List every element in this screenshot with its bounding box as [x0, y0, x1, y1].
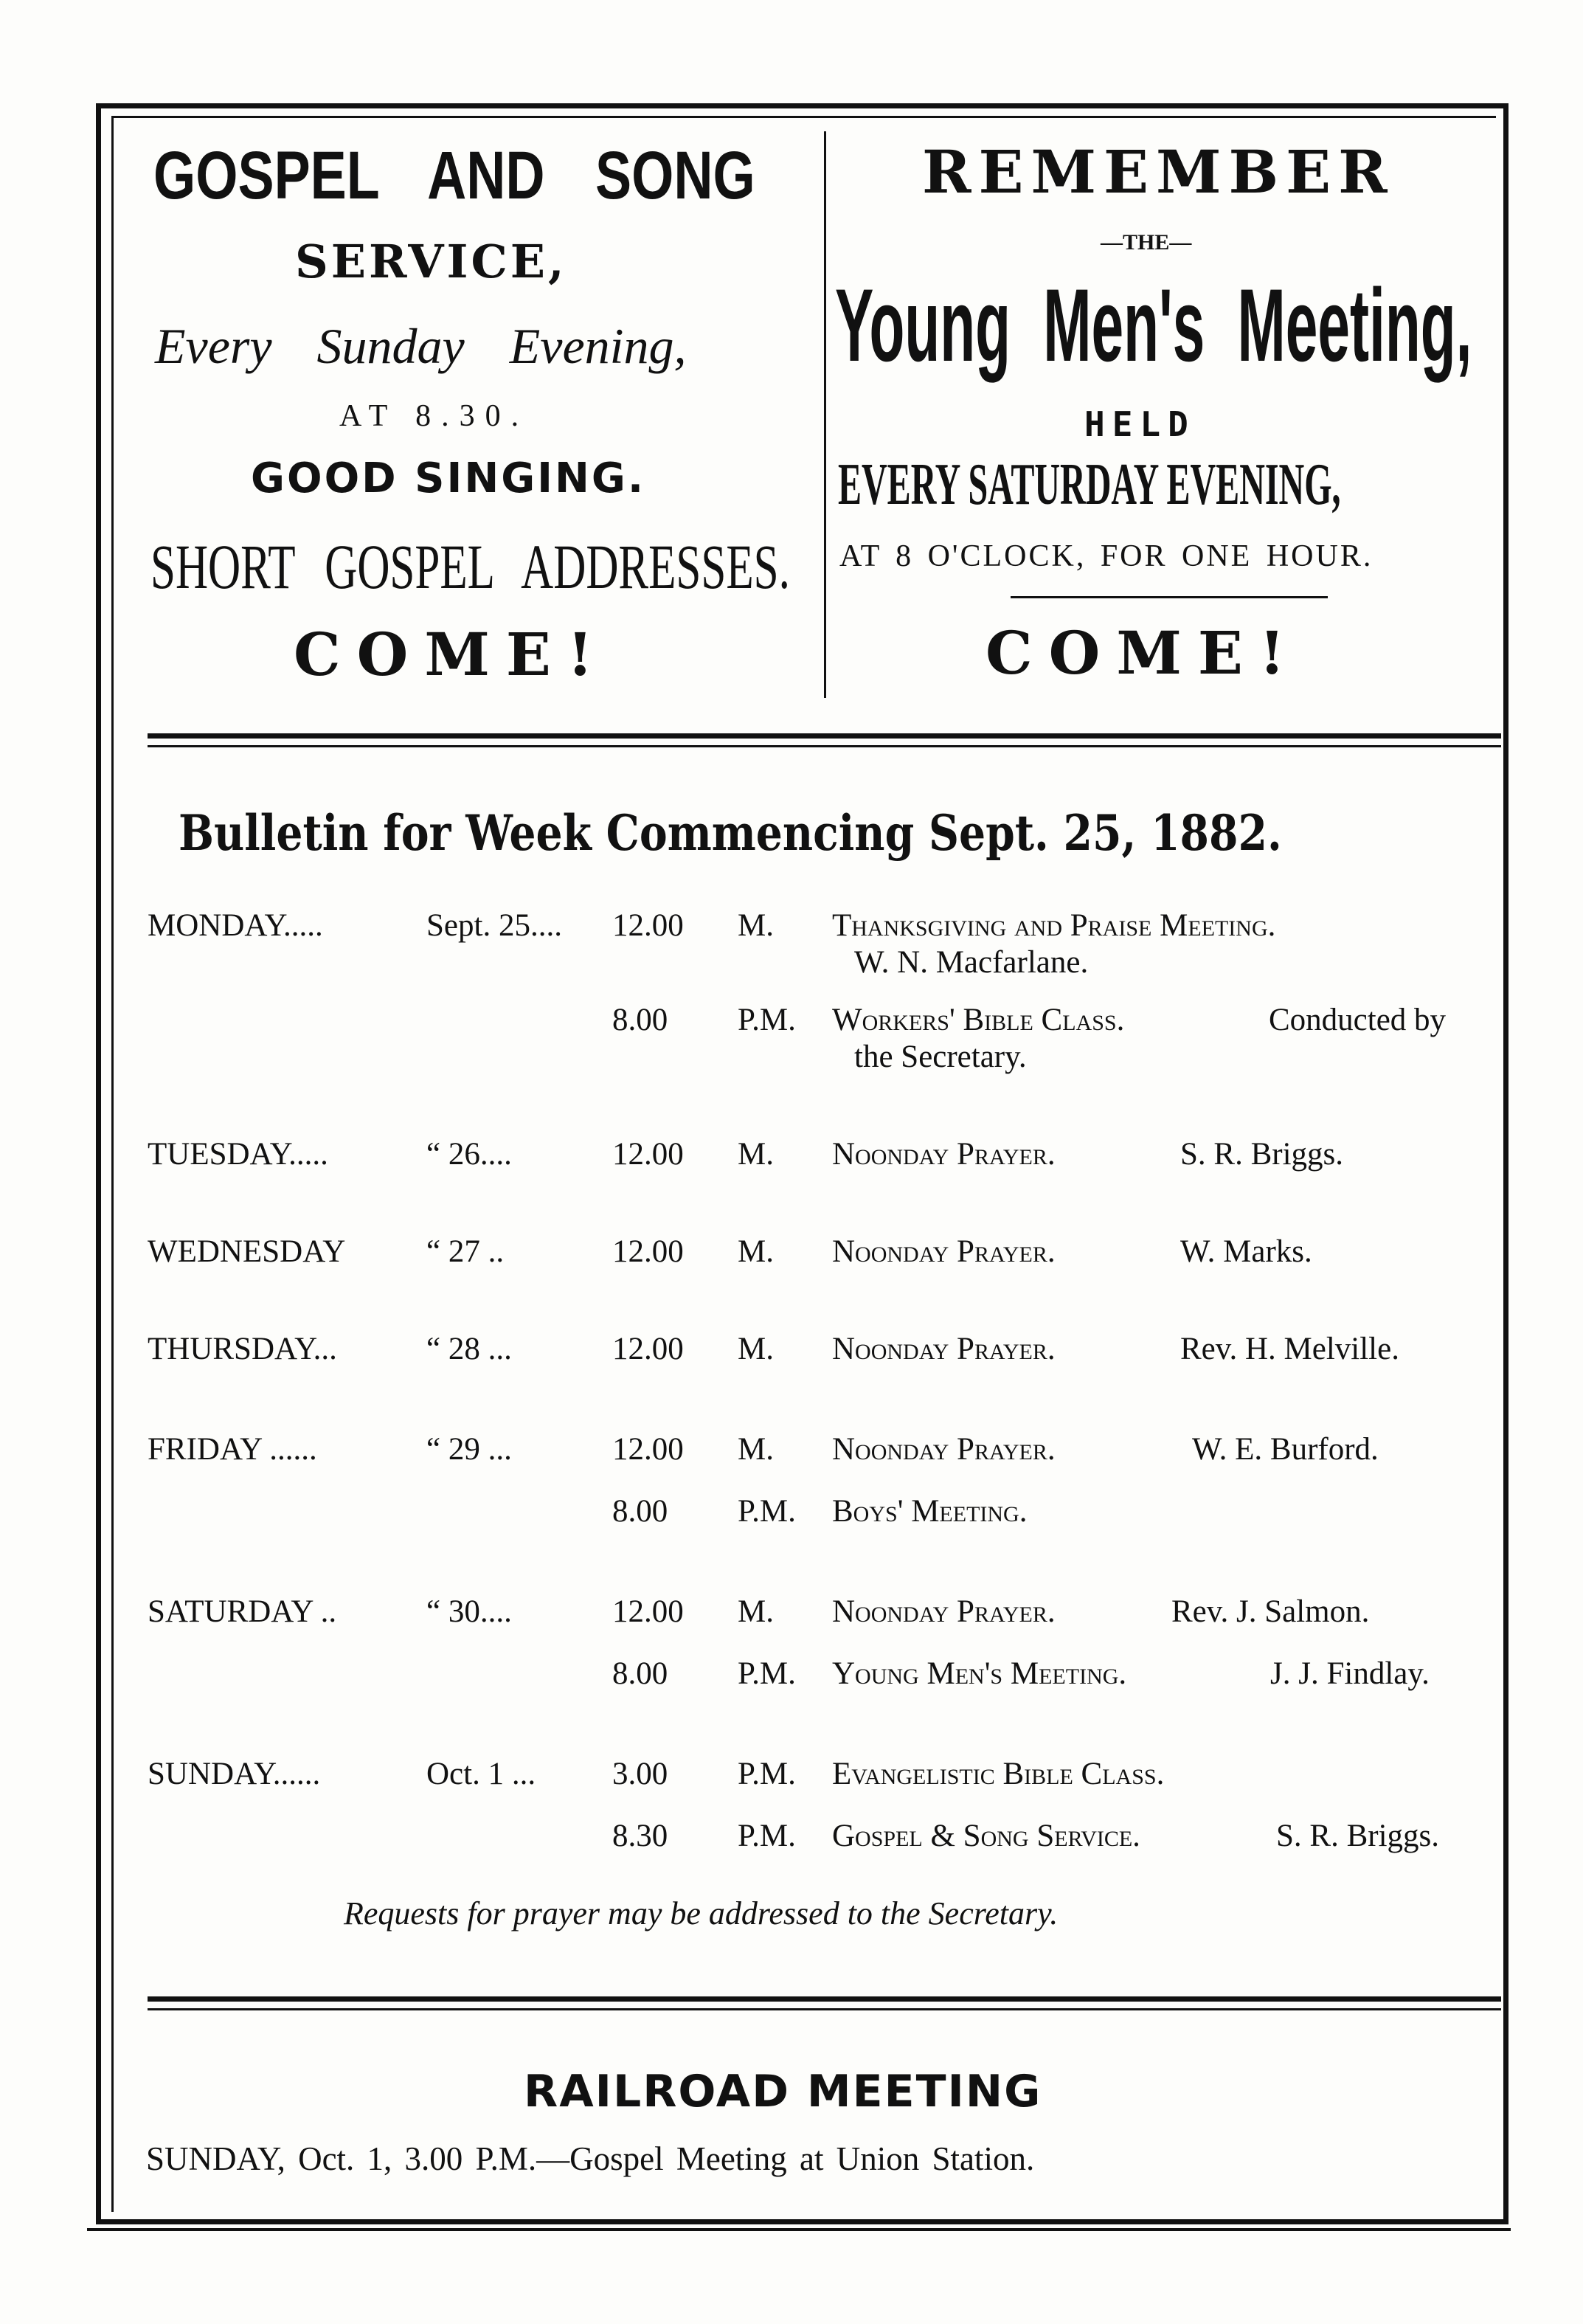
left-box-service: SERVICE,	[295, 235, 567, 288]
schedule-leader: W. Marks.	[1180, 1234, 1312, 1269]
schedule-leader: S. R. Briggs.	[1180, 1137, 1344, 1172]
schedule-time: 12.00	[612, 1432, 684, 1467]
schedule-date: “ 30....	[426, 1594, 512, 1629]
schedule-event: Noonday Prayer.	[832, 1594, 1056, 1629]
schedule-mer: P.M.	[738, 1003, 796, 1037]
double-rule-top-a	[148, 733, 1501, 739]
double-rule-bottom-b	[148, 2008, 1501, 2010]
right-box-remember: REMEMBER	[922, 137, 1395, 207]
schedule-time: 8.30	[612, 1819, 668, 1853]
bottom-rule	[87, 2228, 1511, 2231]
schedule-date: “ 26....	[426, 1137, 512, 1172]
bulletin-note: Requests for prayer may be addressed to the Secretary.	[344, 1895, 1059, 1932]
schedule-day: SATURDAY ..	[148, 1594, 337, 1629]
schedule-day: WEDNESDAY	[148, 1234, 346, 1269]
schedule-leader: Rev. J. Salmon.	[1171, 1594, 1370, 1629]
right-box-every-saturday: EVERY SATURDAY EVENING,	[838, 452, 1341, 517]
schedule-day: TUESDAY.....	[148, 1137, 328, 1172]
schedule-event: Noonday Prayer.	[832, 1137, 1056, 1172]
schedule-day: THURSDAY...	[148, 1332, 337, 1366]
schedule-time: 8.00	[612, 1494, 668, 1529]
left-box-heading: GOSPEL AND SONG	[153, 138, 755, 213]
schedule-leader: Rev. H. Melville.	[1180, 1332, 1399, 1366]
schedule-mer: M.	[738, 1332, 774, 1366]
schedule-time: 8.00	[612, 1656, 668, 1691]
schedule-time: 12.00	[612, 1234, 684, 1269]
railroad-line: SUNDAY, Oct. 1, 3.00 P.M.—Gospel Meeting at Union Station.	[146, 2140, 1035, 2177]
schedule-event: Thanksgiving and Praise Meeting.	[832, 908, 1276, 943]
left-box-come: COME!	[294, 620, 610, 689]
left-box-time: AT 8.30.	[339, 399, 530, 433]
right-box-the: —THE—	[1101, 230, 1192, 255]
left-box-every-sunday: Every Sunday Evening,	[155, 318, 687, 374]
schedule-time: 3.00	[612, 1757, 668, 1791]
double-rule-bottom-a	[148, 1996, 1501, 2002]
schedule-event: Noonday Prayer.	[832, 1432, 1056, 1467]
schedule-leader: W. E. Burford.	[1192, 1432, 1379, 1467]
right-box-young-mens-meeting: Young Men's Meeting,	[835, 267, 1472, 383]
schedule-event: Gospel & Song Service.	[832, 1819, 1140, 1853]
schedule-date: “ 27 ..	[426, 1234, 505, 1269]
box-divider	[824, 131, 826, 698]
schedule-date: Sept. 25....	[426, 908, 562, 943]
schedule-mer: M.	[738, 1594, 774, 1629]
schedule-time: 12.00	[612, 908, 684, 943]
schedule-leader: Conducted by	[1269, 1003, 1447, 1037]
schedule-mer: P.M.	[738, 1819, 796, 1853]
schedule-mer: M.	[738, 1137, 774, 1172]
schedule-time: 12.00	[612, 1594, 684, 1629]
schedule-mer: P.M.	[738, 1656, 796, 1691]
schedule-mer: M.	[738, 908, 774, 943]
bulletin-title: Bulletin for Week Commencing Sept. 25, 1882.	[179, 804, 1282, 862]
schedule-mer: P.M.	[738, 1494, 796, 1529]
right-box-held: HELD	[1084, 404, 1196, 444]
schedule-day: MONDAY.....	[148, 908, 323, 943]
schedule-event: Workers' Bible Class.	[832, 1003, 1125, 1037]
left-box-good-singing: GOOD SINGING.	[251, 454, 646, 502]
right-box-rule	[1011, 596, 1328, 598]
schedule-date: Oct. 1 ...	[426, 1757, 536, 1791]
schedule-time: 12.00	[612, 1332, 684, 1366]
schedule-event: Evangelistic Bible Class.	[832, 1757, 1165, 1791]
right-box-come: COME!	[986, 618, 1302, 688]
schedule-date: “ 28 ...	[426, 1332, 512, 1366]
schedule-time: 8.00	[612, 1003, 668, 1037]
schedule-continuation: W. N. Macfarlane.	[854, 945, 1089, 980]
schedule-event: Young Men's Meeting.	[832, 1656, 1127, 1691]
schedule-time: 12.00	[612, 1137, 684, 1172]
right-box-time: AT 8 O'CLOCK, FOR ONE HOUR.	[839, 539, 1374, 573]
schedule-mer: P.M.	[738, 1757, 796, 1791]
schedule-event: Noonday Prayer.	[832, 1234, 1056, 1269]
schedule-day: FRIDAY ......	[148, 1432, 317, 1467]
schedule-leader: S. R. Briggs.	[1276, 1819, 1440, 1853]
railroad-title: RAILROAD MEETING	[524, 2066, 1042, 2117]
left-box-short-addresses: SHORT GOSPEL ADDRESSES.	[150, 531, 790, 602]
schedule-leader: J. J. Findlay.	[1270, 1656, 1430, 1691]
schedule-event: Noonday Prayer.	[832, 1332, 1056, 1366]
schedule-continuation: the Secretary.	[854, 1040, 1027, 1074]
schedule-date: “ 29 ...	[426, 1432, 512, 1467]
schedule-mer: M.	[738, 1234, 774, 1269]
schedule-day: SUNDAY......	[148, 1757, 321, 1791]
schedule-event: Boys' Meeting.	[832, 1494, 1028, 1529]
schedule-mer: M.	[738, 1432, 774, 1467]
double-rule-top-b	[148, 745, 1501, 747]
